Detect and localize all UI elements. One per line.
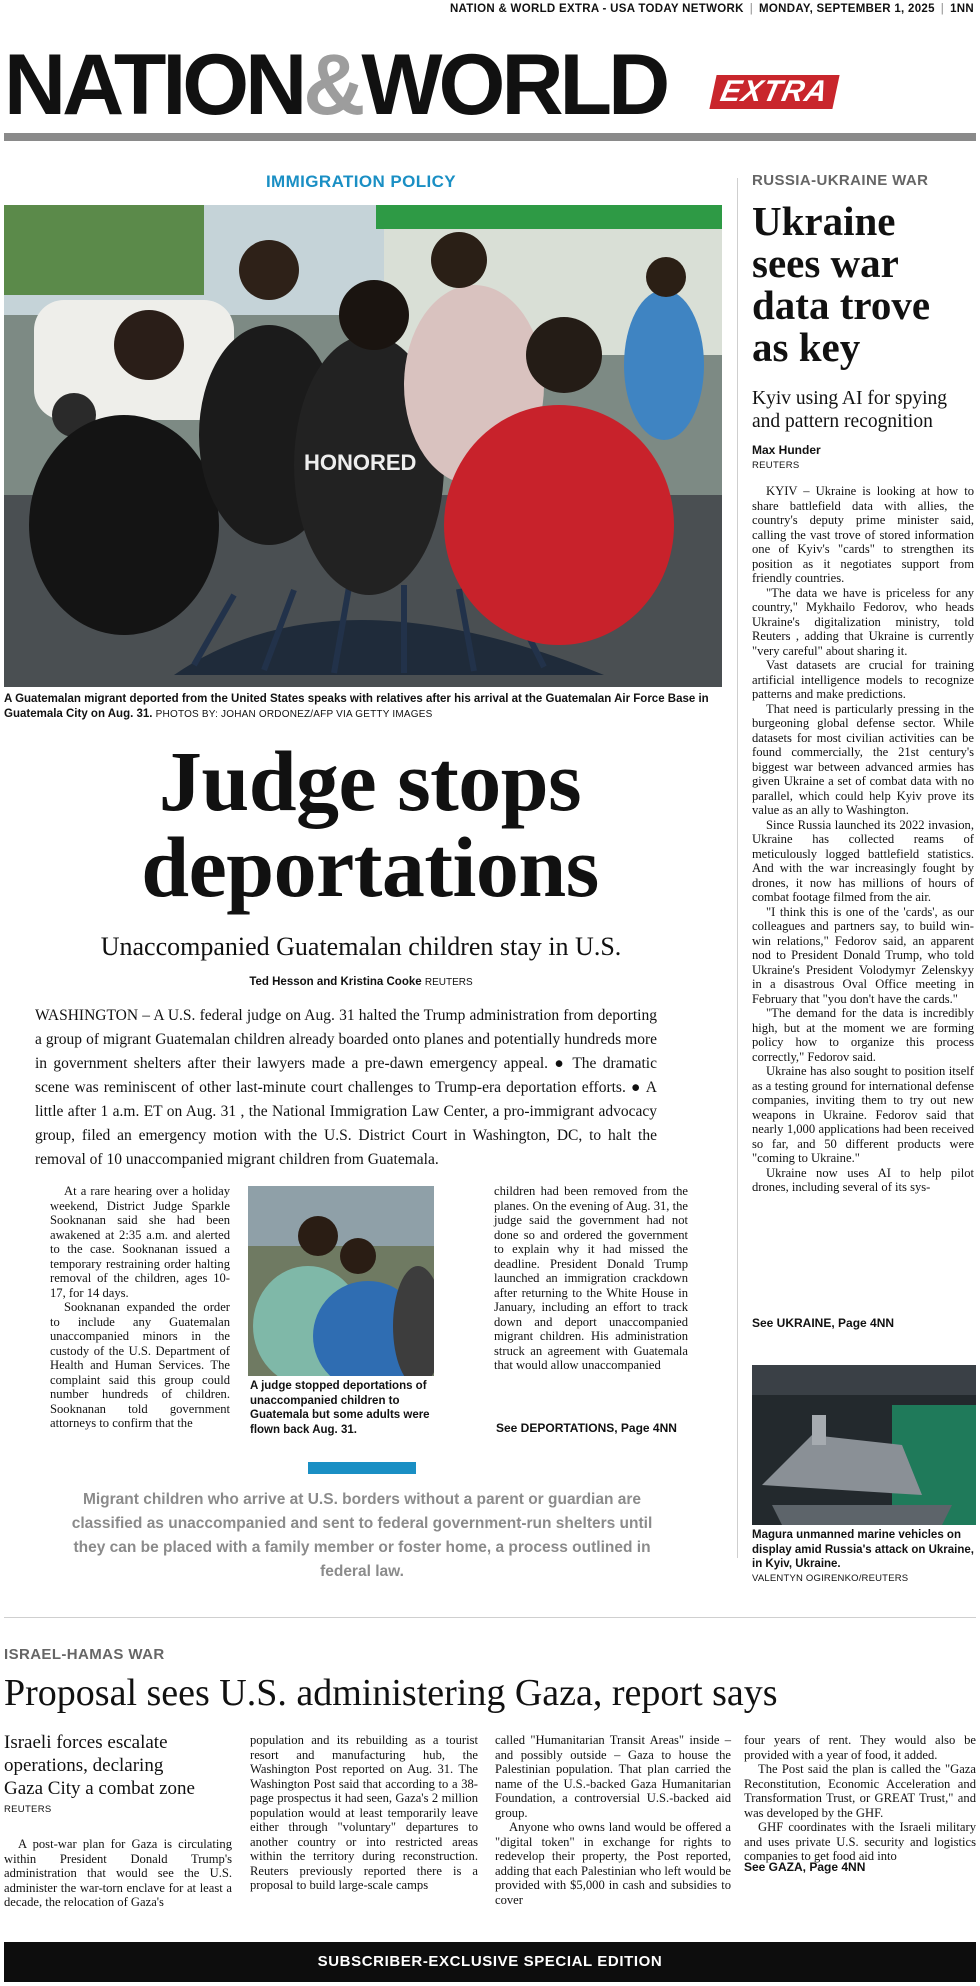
masthead-ampersand: &	[303, 37, 362, 133]
main-photo-caption	[4, 692, 722, 722]
inset-photo	[248, 1186, 434, 1376]
jump-link-ukraine[interactable]: See UKRAINE, Page 4NN	[752, 1316, 895, 1330]
body-paragraph: Vast datasets are crucial for training artificial intelligence models to recognize patterns and make predictions.	[752, 658, 974, 701]
byline-names: Ted Hesson and Kristina Cooke	[249, 976, 422, 988]
issue-date: MONDAY, SEPTEMBER 1, 2025	[758, 3, 935, 15]
main-byline	[0, 976, 722, 988]
body-paragraph: Ukraine now uses AI to help pilot drones, including several of its sys-	[752, 1165, 974, 1194]
bottom-story-kicker: ISRAEL-HAMAS WAR	[4, 1646, 165, 1663]
main-headline-line2: deportations	[141, 819, 599, 915]
photo-credit: PHOTOS BY: JOHAN ORDONEZ/AFP VIA GETTY IMAGES	[155, 709, 433, 720]
svg-text:HONORED: HONORED	[304, 450, 417, 475]
body-paragraph: children had been removed from the planes. On the evening of Aug. 31, the judge said the government had not done so and ordered the government to explain why it had missed the deadline. President Donald Trump launched an immigration crackdown after returning to the White House in January, including an effort to track down and deport unaccompanied migrant children. His administration struck an agreement with Guatemala that would allow unaccompanied	[494, 1184, 688, 1372]
side-photo-credit: VALENTYN OGIRENKO/REUTERS	[752, 1573, 909, 1584]
footer-banner: SUBSCRIBER-EXCLUSIVE SPECIAL EDITION	[4, 1942, 976, 1982]
edition-code: 1NN	[950, 3, 974, 15]
body-paragraph: Sooknanan expanded the order to include any Guatemalan unaccompanied minors in the custody of the U.S. Department of Health and Human Services. The complaint said this group could number hundreds of children. Sooknanan told government attorneys to confirm that the	[50, 1300, 230, 1430]
side-body-column	[752, 484, 974, 1195]
dateline-strip: NATION & WORLD EXTRA - USA TODAY NETWORK | MONDAY, SEPTEMBER 1, 2025 | 1NN	[449, 3, 974, 15]
bottom-dek: Israeli forces escalate operations, declaring Gaza City a combat zone	[4, 1732, 195, 1799]
side-byline-org: REUTERS	[752, 460, 800, 471]
side-dek: Kyiv using AI for spying and pattern recognition	[752, 388, 947, 432]
body-paragraph: Anyone who owns land would be offered a "digital token" in exchange for rights to redevelop their property, the Post reported, adding that each Palestinian who left would be provided with $5,000 in cash and subsidies to cover	[495, 1820, 731, 1907]
jump-link-deportations[interactable]: See DEPORTATIONS, Page 4NN	[496, 1421, 677, 1435]
main-headline-line1: Judge stops	[158, 733, 582, 829]
main-dek: Unaccompanied Guatemalan children stay in U.S.	[100, 932, 622, 961]
masthead-rule	[4, 133, 976, 141]
body-paragraph: "The data we have is priceless for any country," Mykhailo Fedorov, who heads Ukraine's digitalization ministry, told Reuters , adding that Ukraine is currently "very careful" about sharing it.	[752, 585, 974, 658]
body-paragraph: "I think this is one of the 'cards', as our colleagues and partners say, to build win-win relations," Fedorov said, an apparent nod to President Donald Trump, who told Ukraine's President Volodymyr Zelenskyy in a disastrous Oval Office meeting in February that "you don't have the cards."	[752, 904, 974, 1006]
main-headline	[20, 733, 720, 915]
body-paragraph: A post-war plan for Gaza is circulating within President Donald Trump's administration that would see the U.S. administer the war-torn enclave for at least a decade, the relocation of Gaza's	[4, 1837, 232, 1909]
main-lead-paragraph: WASHINGTON – A U.S. federal judge on Aug. 31 halted the Trump administration from deporting a group of migrant Guatemalan children already boarded onto planes and potentially hundreds more in government shelters after their lawyers made a pre-dawn emergency appeal. ● The dramatic scene was reminiscent of other last-minute court challenges to Trump-era deportation efforts. ● A little after 1 a.m. ET on Aug. 31 , the National Immigration Law Center, a pro-immigrant advocacy group, filed an emergency motion with the U.S. District Court in Washington, DC, to halt the removal of 10 unaccompanied migrant children from Guatemala.	[35, 1007, 657, 1168]
bottom-byline-org: REUTERS	[4, 1804, 52, 1815]
bottom-body-column-2	[250, 1733, 478, 1893]
main-story-photo	[4, 205, 722, 687]
main-body-column-2	[494, 1184, 688, 1373]
lead-sentence-2: The dramatic scene was reminiscent of other last-minute court challenges to Trump-era deportation efforts.	[35, 1055, 657, 1096]
body-paragraph: population and its rebuilding as a tourist resort and manufacturing hub, the Washington Post reported on Aug. 31. The Washington Post said that according to a 38-page prospectus it had seen, Gaza's 2 million population would at least temporarily leave either through "voluntary" departures to another country or into restricted areas within the territory during reconstruction. Reuters previously reported there is a proposal to build large-scale camps	[250, 1733, 478, 1892]
body-paragraph: Since Russia launched its 2022 invasion, Ukraine has collected reams of meticulously logged battlefield statistics. And with the war increasingly fought by drones, it now has millions of hours of combat footage filmed from the air.	[752, 817, 974, 904]
lead-sentence-3: A little after 1 a.m. ET on Aug. 31 , the National Immigration Law Center, a pro-immigrant advocacy group, filed an emergency motion with the U.S. District Court in Washington, DC, to halt the removal of 10 unaccompanied migrant children from Guatemala.	[35, 1079, 657, 1168]
byline-org: REUTERS	[424, 977, 473, 988]
side-photo-caption: Magura unmanned marine vehicles on display amid Russia's attack on Ukraine, in Kyiv, Ukraine.	[752, 1529, 974, 1570]
main-body-column-1	[50, 1184, 230, 1431]
body-paragraph: GHF coordinates with the Israeli military and uses private U.S. security and logistics companies to get food aid into	[744, 1820, 976, 1863]
body-paragraph: That need is particularly pressing in the burgeoning global defense sector. While datasets for most civilian activities can be found commercially, the 21st century's biggest war between advanced armies has given Ukraine a set of combat data with no parallel, which could help Kyiv prove its value as an ally to Washington.	[752, 701, 974, 817]
bottom-body-column-1	[4, 1837, 232, 1910]
side-headline: Ukraine sees war data trove as key	[752, 198, 931, 370]
jump-link-gaza[interactable]: See GAZA, Page 4NN	[744, 1860, 866, 1874]
body-paragraph: KYIV – Ukraine is looking at how to share battlefield data with allies, the country's deputy prime minister said, calling the vast trove of stored information one of Kyiv's "cards" to strengthen its position as it negotiates support from friendly countries.	[752, 484, 974, 585]
inset-photo-caption: A judge stopped deportations of unaccompanied children to Guatemala but some adults were flown back Aug. 31.	[250, 1380, 430, 1436]
caption-text: A Guatemalan migrant deported from the United States speaks with relatives after his arrival at the Guatemalan Air Force Base in Guatemala City on Aug. 31.	[4, 693, 709, 720]
bottom-body-column-4	[744, 1733, 976, 1864]
section-label: NATION & WORLD EXTRA - USA TODAY NETWORK	[449, 3, 744, 15]
masthead-word-nation: NATION	[4, 37, 304, 133]
side-byline: Max Hunder	[752, 443, 821, 457]
main-story-kicker: IMMIGRATION POLICY	[265, 172, 457, 191]
bottom-headline: Proposal sees U.S. administering Gaza, report says	[4, 1672, 778, 1714]
side-story-kicker: RUSSIA-UKRAINE WAR	[752, 172, 929, 189]
masthead-word-world: WORLD	[361, 37, 667, 133]
body-paragraph: called "Humanitarian Transit Areas" inside – and possibly outside – Gaza to house the Palestinian population. That plan carried the name of the U.S.-backed Gaza Humanitarian Foundation, a controversial U.S.-backed aid group.	[495, 1733, 731, 1820]
body-paragraph: Ukraine has also sought to position itself as a testing ground for international defense companies, inviting them to try out new weapons in Ukraine. Fedorov said that nearly 1,000 applications had been received so far, and 50 different products were "coming to Ukraine."	[752, 1064, 974, 1165]
body-paragraph: The Post said the plan is called the "Gaza Reconstitution, Economic Acceleration and Transformation Trust, or GREAT Trust," and was developed by the GHF.	[744, 1762, 976, 1820]
pull-quote-accent-bar	[308, 1462, 416, 1474]
column-divider	[737, 178, 738, 1558]
masthead-extra-badge: EXTRA	[709, 75, 839, 109]
masthead-logo	[4, 37, 667, 133]
bottom-body-column-3	[495, 1733, 731, 1907]
section-divider	[4, 1617, 976, 1618]
pull-quote: Migrant children who arrive at U.S. borders without a parent or guardian are classified as unaccompanied and sent to federal government-run shelters until they can be placed with a family member or foster home, a process outlined in federal law.	[71, 1491, 653, 1580]
side-story-photo	[752, 1365, 976, 1525]
body-paragraph: At a rare hearing over a holiday weekend, District Judge Sparkle Sooknanan said she had been awakened at 2:35 a.m. and alerted to the case. Sooknanan issued a temporary restraining order halting removal of the children, ages 10-17, for 14 days.	[50, 1184, 230, 1300]
body-paragraph: four years of rent. They would also be provided with a year of food, it added.	[744, 1733, 976, 1762]
body-paragraph: "The demand for the data is incredibly high, but at the moment we are forming policy how to organize this process correctly," Fedorov said.	[752, 1006, 974, 1064]
lead-sentence-1: WASHINGTON – A U.S. federal judge on Aug. 31 halted the Trump administration from deporting a group of migrant Guatemalan children already boarded onto planes and potentially hundreds more in government shelters after their lawyers made a pre-dawn emergency appeal.	[35, 1007, 657, 1072]
